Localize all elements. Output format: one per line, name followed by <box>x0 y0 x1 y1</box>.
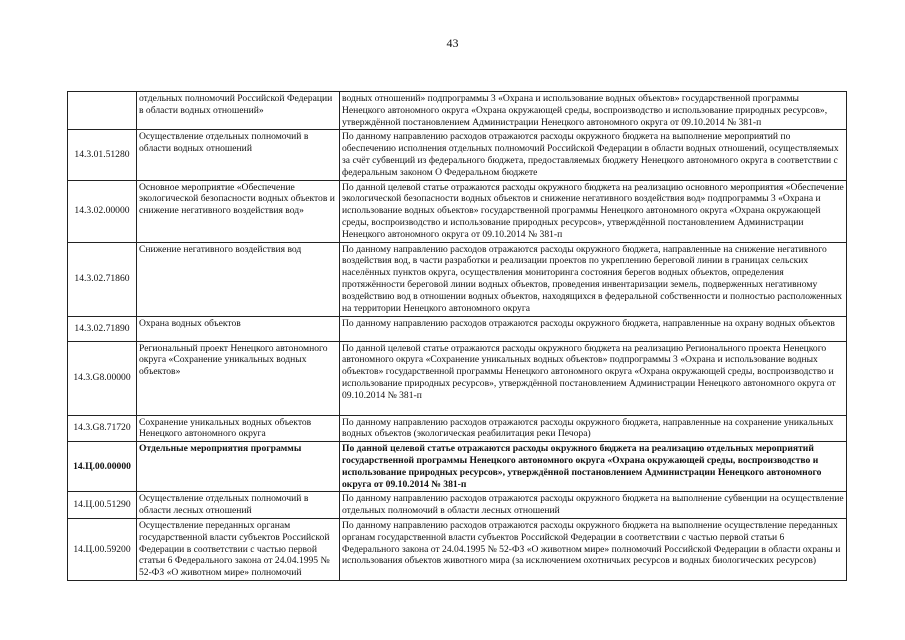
description-cell: По данной целевой статье отражаются расходы окружного бюджета на реализацию Регионального проекта Ненецкого автономного округа «Сохранение уникальных водных объектов» подпрограммы 3 «Охрана и использование водных объектов» государственной программы Ненецкого автономного округа «Охрана окружающей среды, воспроизводство и использование природных ресурсов», утверждённой постановлением Администрации Ненецкого автономного округа от 09.10.2014 № 381-п <box>340 341 847 415</box>
description-cell: По данной целевой статье отражаются расходы окружного бюджета на реализацию отдельных мероприятий государственной программы Ненецкого автономного округа «Охрана окружающей среды, воспроизводство и использование природных ресурсов», утверждённой постановлением Администрации Ненецкого автономного округа от 09.10.2014 № 381-п <box>340 442 847 492</box>
description-cell: По данному направлению расходов отражаются расходы окружного бюджета, направленные на охрану водных объектов <box>340 316 847 341</box>
name-cell: Осуществление отдельных полномочий в области лесных отношений <box>137 492 340 519</box>
code-cell: 14.3.02.71890 <box>68 316 137 341</box>
code-cell: 14.Ц.00.00000 <box>68 442 137 492</box>
table-row <box>68 518 847 580</box>
table-row <box>68 316 847 341</box>
name-cell: отдельных полномочий Российской Федерации в области водных отношений» <box>137 92 340 130</box>
name-cell: Региональный проект Ненецкого автономного округа «Сохранение уникальных водных объектов» <box>137 341 340 415</box>
code-cell: 14.3.02.00000 <box>68 180 137 242</box>
code-cell: 14.3.02.71860 <box>68 242 137 316</box>
name-cell: Основное мероприятие «Обеспечение экологической безопасности водных объектов и снижение негативного воздействия вод» <box>137 180 340 242</box>
table-row <box>68 92 847 130</box>
description-cell: По данному направлению расходов отражаются расходы окружного бюджета на выполнение мероприятий по обеспечению исполнения отдельных полномочий Российской Федерации в области водных отношений, осуществляемых за счёт субвенций из федерального бюджета, предоставляемых бюджету Ненецкого автономного округа в соответствии с федеральным законом О Федеральном бюджете <box>340 130 847 180</box>
description-cell: По данной целевой статье отражаются расходы окружного бюджета на реализацию основного мероприятия «Обеспечение экологической безопасности водных объектов и снижение негативного воздействия вод» подпрограммы 3 «Охрана и использование водных объектов» государственной программы Ненецкого автономного округа «Охрана окружающей среды, воспроизводство и использование природных ресурсов», утверждённой постановлением Администрации Ненецкого автономного округа от 09.10.2014 № 381-п <box>340 180 847 242</box>
description-cell: По данному направлению расходов отражаются расходы окружного бюджета на выполнение осуществление переданных органам государственной власти субъектов Российской Федерации в соответствии с частью первой статьи 6 Федерального закона от 24.04.1995 № 52-ФЗ «О животном мире» полномочий Российской Федерации в области охраны и использования объектов животного мира (за исключением охотничьих ресурсов и водных биологических ресурсов) <box>340 518 847 580</box>
table-row <box>68 415 847 442</box>
name-cell: Осуществление переданных органам государственной власти субъектов Российской Федерации в соответствии с частью первой статьи 6 Федерального закона от 24.04.1995 № 52-ФЗ «О животном мире» полномочий <box>137 518 340 580</box>
name-cell: Сохранение уникальных водных объектов Ненецкого автономного округа <box>137 415 340 442</box>
code-cell <box>68 92 137 130</box>
code-cell: 14.Ц.00.59200 <box>68 518 137 580</box>
table-body <box>68 92 847 581</box>
name-cell: Снижение негативного воздействия вод <box>137 242 340 316</box>
name-cell: Осуществление отдельных полномочий в области водных отношений <box>137 130 340 180</box>
description-cell: водных отношений» подпрограммы 3 «Охрана и использование водных объектов» государственной программы Ненецкого автономного округа «Охрана окружающей среды, воспроизводство и использование природных ресурсов», утверждённой постановлением Администрации Ненецкого автономного округа от 09.10.2014 № 381-п <box>340 92 847 130</box>
table-row <box>68 442 847 492</box>
table-row <box>68 242 847 316</box>
code-cell: 14.3.G8.00000 <box>68 341 137 415</box>
table-row <box>68 130 847 180</box>
description-cell: По данному направлению расходов отражаются расходы окружного бюджета, направленные на сохранение уникальных водных объектов (экологическая реабилитация реки Печора) <box>340 415 847 442</box>
description-cell: По данному направлению расходов отражаются расходы окружного бюджета на выполнение субвенции на осуществление отдельных полномочий в области лесных отношений <box>340 492 847 519</box>
table-row <box>68 180 847 242</box>
code-cell: 14.3.G8.71720 <box>68 415 137 442</box>
table-row <box>68 341 847 415</box>
description-cell: По данному направлению расходов отражаются расходы окружного бюджета, направленные на снижение негативного воздействия вод, в части разработки и реализации проектов по укреплению береговой линии в границах сельских населённых пунктов округа, осуществления мониторинга состояния берегов водных объектов, определения протяжённости береговой линии водных объектов, проведения инвентаризации земель, подверженных негативному воздействию вод в отношении водных объектов, находящихся в федеральной собственности и полностью расположенных на территории Ненецкого автономного округа <box>340 242 847 316</box>
code-cell: 14.Ц.00.51290 <box>68 492 137 519</box>
name-cell: Охрана водных объектов <box>137 316 340 341</box>
name-cell: Отдельные мероприятия программы <box>137 442 340 492</box>
code-cell: 14.3.01.51280 <box>68 130 137 180</box>
target-articles-table <box>67 91 847 581</box>
table-row <box>68 492 847 519</box>
page-number: 43 <box>446 36 459 50</box>
